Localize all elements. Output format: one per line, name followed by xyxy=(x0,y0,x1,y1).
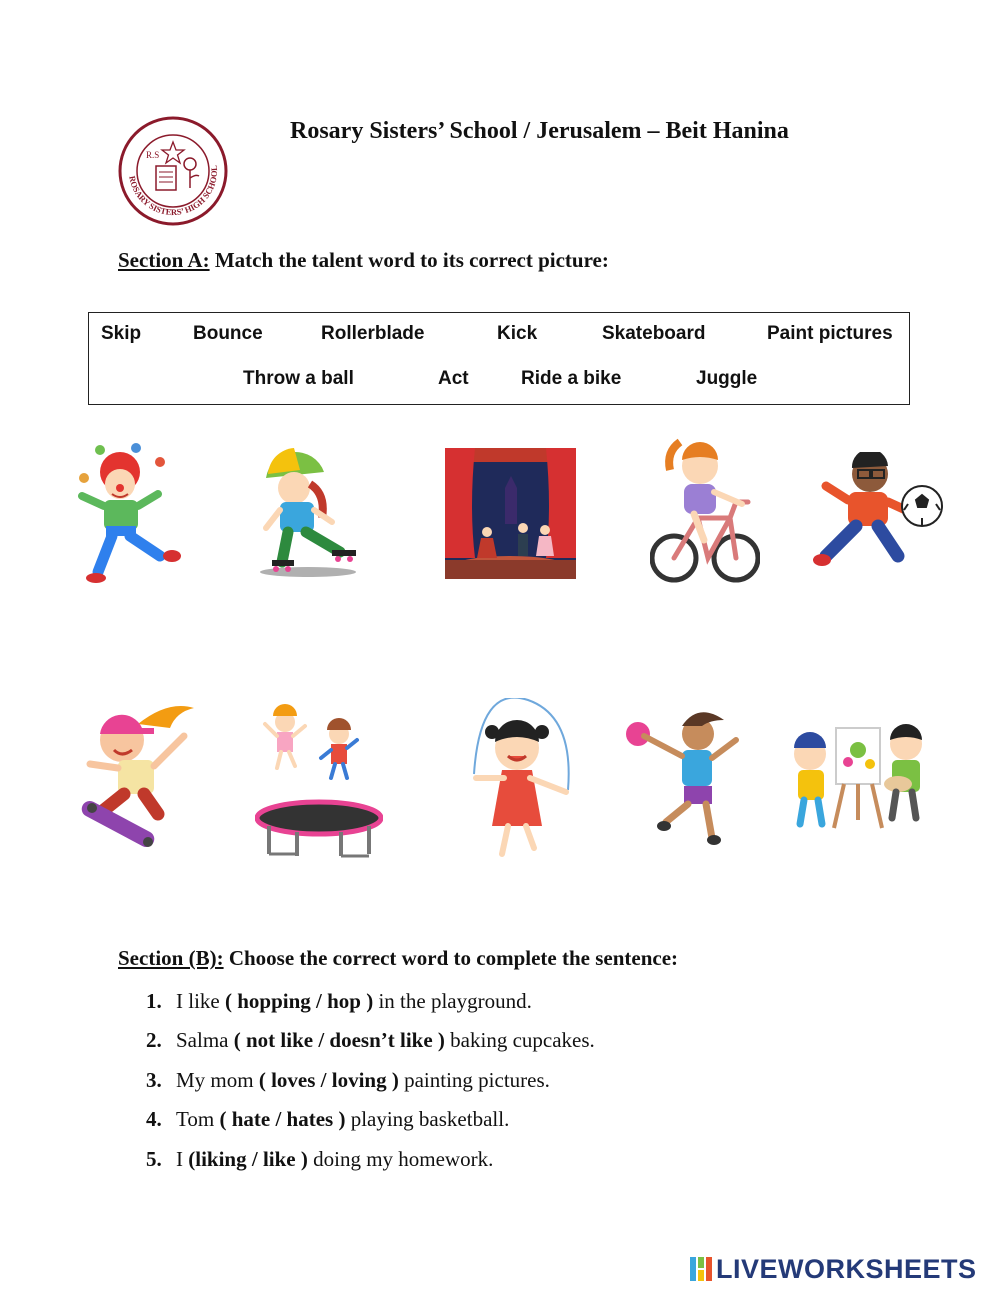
section-a-label: Section A: xyxy=(118,248,210,272)
question-number: 2. xyxy=(146,1028,162,1052)
question-text-after: baking cupcakes. xyxy=(444,1028,595,1052)
word-bounce[interactable]: Bounce xyxy=(193,323,263,344)
question-2 xyxy=(146,1028,595,1053)
logo-initials: R.S xyxy=(146,150,160,160)
question-text-after: playing basketball. xyxy=(345,1107,510,1131)
word-skateboard[interactable]: Skateboard xyxy=(602,323,706,344)
liveworksheets-mark-icon xyxy=(690,1257,712,1281)
answer-choice[interactable]: ( not like / doesn’t like ) xyxy=(233,1028,445,1052)
rollerblading-kid-picture[interactable] xyxy=(258,444,362,579)
answer-choice[interactable]: ( loves / loving ) xyxy=(258,1068,399,1092)
section-b-instruction: Choose the correct word to complete the sentence: xyxy=(223,946,679,970)
section-b-label: Section (B): xyxy=(118,946,224,970)
school-title: Rosary Sisters’ School / Jerusalem – Beit Hanina xyxy=(290,118,789,144)
question-text-before: My mom xyxy=(176,1068,259,1092)
question-5 xyxy=(146,1147,493,1172)
brand-text: LIVEWORKSHEETS xyxy=(716,1254,977,1284)
school-logo xyxy=(116,116,230,226)
question-text-after: doing my homework. xyxy=(307,1147,494,1171)
question-1 xyxy=(146,989,532,1014)
question-text-after: in the playground. xyxy=(373,989,532,1013)
answer-choice[interactable]: (liking / like ) xyxy=(188,1147,308,1171)
kids-on-trampoline-picture[interactable] xyxy=(255,704,383,859)
girl-riding-bike-picture[interactable] xyxy=(650,436,760,586)
word-juggle[interactable]: Juggle xyxy=(696,368,758,389)
svg-text:ROSARY SISTERS’ HIGH SCHOOL xyxy=(127,165,219,217)
section-b-heading xyxy=(118,946,678,971)
question-text-before: Salma xyxy=(176,1028,234,1052)
liveworksheets-logo xyxy=(690,1254,977,1285)
word-bank xyxy=(88,312,910,405)
word-kick[interactable]: Kick xyxy=(497,323,538,344)
boy-kicking-ball-picture[interactable] xyxy=(812,452,947,575)
section-a-heading xyxy=(118,248,609,273)
logo-text: ROSARY SISTERS’ HIGH SCHOOL xyxy=(127,164,220,218)
question-number: 4. xyxy=(146,1107,162,1131)
question-text-after: painting pictures. xyxy=(398,1068,550,1092)
word-throw-a-ball[interactable]: Throw a ball xyxy=(243,368,354,389)
word-paint-pictures[interactable]: Paint pictures xyxy=(767,323,893,344)
skateboarding-boy-picture[interactable] xyxy=(78,704,196,859)
question-number: 3. xyxy=(146,1068,162,1092)
answer-choice[interactable]: ( hopping / hop ) xyxy=(224,989,374,1013)
question-number: 1. xyxy=(146,989,162,1013)
question-text-before: Tom xyxy=(176,1107,220,1131)
question-number: 5. xyxy=(146,1147,162,1171)
kids-painting-picture[interactable] xyxy=(788,720,930,830)
question-text-before: I like xyxy=(176,989,225,1013)
word-rollerblade[interactable]: Rollerblade xyxy=(321,323,425,344)
theatre-stage-picture[interactable] xyxy=(445,448,576,579)
question-4 xyxy=(146,1107,509,1132)
girl-throwing-ball-picture[interactable] xyxy=(624,706,746,848)
answer-choice[interactable]: ( hate / hates ) xyxy=(219,1107,346,1131)
question-3 xyxy=(146,1068,550,1093)
word-skip[interactable]: Skip xyxy=(101,323,142,344)
juggling-clown-picture[interactable] xyxy=(72,440,187,588)
word-ride-a-bike[interactable]: Ride a bike xyxy=(521,368,622,389)
girl-skipping-rope-picture[interactable] xyxy=(462,698,580,863)
word-act[interactable]: Act xyxy=(438,368,469,389)
question-text-before: I xyxy=(176,1147,189,1171)
section-a-instruction: Match the talent word to its correct picture: xyxy=(209,248,609,272)
